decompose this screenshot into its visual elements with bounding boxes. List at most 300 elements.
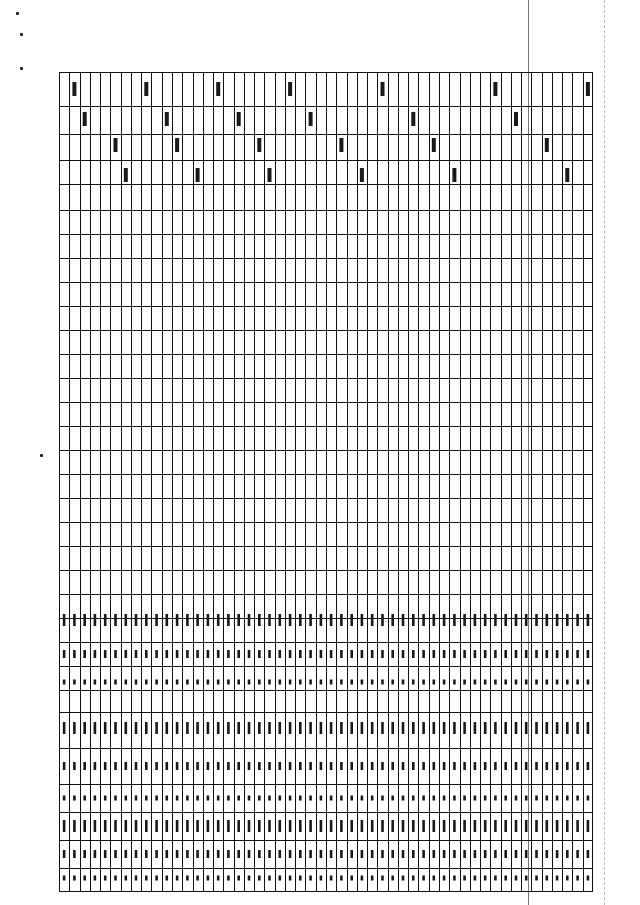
cell-smudge [484, 796, 487, 801]
cell-smudge [125, 614, 128, 626]
cell-smudge [227, 876, 230, 881]
cell-smudge [535, 850, 538, 858]
header-smudge [432, 138, 436, 152]
cell-smudge [453, 614, 456, 626]
cell-smudge [556, 850, 559, 858]
cell-smudge [535, 820, 538, 832]
cell-smudge [63, 614, 66, 626]
header-smudge [360, 168, 364, 182]
cell-smudge [125, 650, 128, 658]
cell-smudge [484, 850, 487, 858]
cell-smudge [207, 762, 210, 770]
cell-smudge [217, 762, 220, 770]
cell-smudge [104, 762, 107, 770]
cell-smudge [125, 820, 128, 832]
cell-smudge [433, 820, 436, 832]
cell-smudge [83, 820, 86, 832]
header-smudge [411, 112, 415, 126]
cell-smudge [422, 650, 425, 658]
cell-smudge [217, 796, 220, 801]
cell-smudge [63, 820, 66, 832]
cell-smudge [330, 722, 333, 734]
cell-smudge [422, 796, 425, 801]
cell-smudge [484, 614, 487, 626]
cell-smudge [166, 614, 169, 626]
cell-smudge [381, 796, 384, 801]
cell-smudge [135, 796, 138, 801]
cell-smudge [309, 650, 312, 658]
cell-smudge [186, 614, 189, 626]
cell-smudge [525, 680, 528, 685]
cell-smudge [494, 796, 497, 801]
cell-smudge [279, 762, 282, 770]
cell-smudge [443, 680, 446, 685]
cell-smudge [412, 876, 415, 881]
cell-smudge [535, 680, 538, 685]
cell-smudge [258, 650, 261, 658]
cell-smudge [556, 820, 559, 832]
cell-smudge [381, 680, 384, 685]
cell-smudge [279, 796, 282, 801]
cell-smudge [227, 650, 230, 658]
cell-smudge [443, 796, 446, 801]
cell-smudge [248, 850, 251, 858]
cell-smudge [320, 796, 323, 801]
cell-smudge [63, 680, 66, 685]
cell-smudge [83, 680, 86, 685]
cell-smudge [104, 876, 107, 881]
cell-smudge [402, 650, 405, 658]
cell-smudge [237, 762, 240, 770]
cell-smudge [381, 820, 384, 832]
cell-smudge [433, 762, 436, 770]
cell-smudge [299, 762, 302, 770]
cell-smudge [289, 850, 292, 858]
punch-mark-lower [40, 454, 43, 457]
cell-smudge [94, 722, 97, 734]
cell-smudge [176, 614, 179, 626]
cell-smudge [320, 850, 323, 858]
cell-smudge [340, 650, 343, 658]
cell-smudge [402, 614, 405, 626]
cell-smudge [309, 680, 312, 685]
cell-smudge [104, 850, 107, 858]
cell-smudge [504, 614, 507, 626]
cell-smudge [135, 850, 138, 858]
cell-smudge [320, 762, 323, 770]
cell-smudge [525, 876, 528, 881]
cell-smudge [566, 614, 569, 626]
cell-smudge [453, 762, 456, 770]
cell-smudge [576, 762, 579, 770]
header-smudge [237, 112, 241, 126]
cell-smudge [258, 680, 261, 685]
cell-smudge [145, 680, 148, 685]
cell-smudge [114, 762, 117, 770]
cell-smudge [576, 876, 579, 881]
cell-smudge [371, 614, 374, 626]
header-smudge [124, 168, 128, 182]
cell-smudge [145, 650, 148, 658]
cell-smudge [330, 680, 333, 685]
cell-smudge [104, 796, 107, 801]
cell-smudge [484, 722, 487, 734]
cell-smudge [94, 614, 97, 626]
cell-smudge [422, 820, 425, 832]
cell-smudge [155, 650, 158, 658]
cell-smudge [248, 876, 251, 881]
cell-smudge [207, 722, 210, 734]
cell-smudge [371, 796, 374, 801]
header-smudge [565, 168, 569, 182]
cell-smudge [350, 820, 353, 832]
cell-smudge [217, 876, 220, 881]
cell-smudge [114, 850, 117, 858]
cell-smudge [279, 650, 282, 658]
cell-smudge [433, 650, 436, 658]
cell-smudge [566, 820, 569, 832]
cell-smudge [135, 614, 138, 626]
cell-smudge [279, 876, 282, 881]
cell-smudge [515, 796, 518, 801]
cell-smudge [309, 850, 312, 858]
cell-smudge [125, 680, 128, 685]
cell-smudge [412, 650, 415, 658]
cell-smudge [237, 614, 240, 626]
cell-smudge [340, 762, 343, 770]
cell-smudge [299, 820, 302, 832]
cell-smudge [566, 650, 569, 658]
cell-smudge [83, 876, 86, 881]
cell-smudge [320, 722, 323, 734]
cell-smudge [566, 762, 569, 770]
cell-smudge [463, 850, 466, 858]
cell-smudge [176, 820, 179, 832]
cell-smudge [474, 762, 477, 770]
cell-smudge [525, 722, 528, 734]
cell-smudge [145, 820, 148, 832]
cell-smudge [227, 722, 230, 734]
cell-smudge [83, 796, 86, 801]
cell-smudge [371, 876, 374, 881]
header-smudge [452, 168, 456, 182]
cell-smudge [535, 650, 538, 658]
cell-smudge [248, 762, 251, 770]
cell-smudge [73, 796, 76, 801]
cell-smudge [73, 722, 76, 734]
cell-smudge [155, 722, 158, 734]
cell-smudge [566, 796, 569, 801]
cell-smudge [546, 820, 549, 832]
cell-smudge [320, 680, 323, 685]
cell-smudge [207, 850, 210, 858]
cell-smudge [155, 796, 158, 801]
cell-smudge [546, 850, 549, 858]
cell-smudge [525, 614, 528, 626]
cell-smudge [207, 650, 210, 658]
cell-smudge [268, 680, 271, 685]
cell-smudge [227, 762, 230, 770]
cell-smudge [412, 796, 415, 801]
cell-smudge [196, 820, 199, 832]
header-smudge [257, 138, 261, 152]
cell-smudge [340, 680, 343, 685]
cell-smudge [186, 650, 189, 658]
cell-smudge [556, 680, 559, 685]
cell-smudge [402, 762, 405, 770]
cell-smudge [299, 722, 302, 734]
cell-smudge [515, 820, 518, 832]
cell-smudge [176, 850, 179, 858]
cell-smudge [145, 762, 148, 770]
cell-smudge [279, 722, 282, 734]
cell-smudge [371, 850, 374, 858]
punch-mark-upper [20, 33, 23, 36]
cell-smudge [350, 876, 353, 881]
cell-smudge [494, 850, 497, 858]
cell-smudge [217, 850, 220, 858]
cell-smudge [289, 820, 292, 832]
cell-smudge [145, 614, 148, 626]
cell-smudge [207, 876, 210, 881]
cell-smudge [176, 680, 179, 685]
cell-smudge [330, 876, 333, 881]
cell-smudge [402, 796, 405, 801]
cell-smudge [258, 762, 261, 770]
cell-smudge [155, 876, 158, 881]
cell-smudge [196, 650, 199, 658]
cell-smudge [412, 722, 415, 734]
cell-smudge [556, 762, 559, 770]
cell-smudge [196, 722, 199, 734]
cell-smudge [176, 650, 179, 658]
cell-smudge [443, 614, 446, 626]
cell-smudge [217, 722, 220, 734]
cell-smudge [289, 762, 292, 770]
cell-smudge [340, 850, 343, 858]
cell-smudge [494, 722, 497, 734]
cell-smudge [535, 876, 538, 881]
cell-smudge [330, 796, 333, 801]
cell-smudge [463, 876, 466, 881]
header-smudge [114, 138, 118, 152]
cell-smudge [433, 614, 436, 626]
cell-smudge [299, 680, 302, 685]
cell-smudge [504, 650, 507, 658]
cell-smudge [381, 650, 384, 658]
cell-smudge [402, 820, 405, 832]
cell-smudge [166, 876, 169, 881]
cell-smudge [268, 614, 271, 626]
cell-smudge [350, 650, 353, 658]
cell-smudge [535, 762, 538, 770]
cell-smudge [504, 680, 507, 685]
cell-smudge [63, 762, 66, 770]
cell-smudge [104, 820, 107, 832]
cell-smudge [114, 820, 117, 832]
cell-smudge [176, 722, 179, 734]
cell-smudge [391, 820, 394, 832]
cell-smudge [196, 876, 199, 881]
cell-smudge [268, 850, 271, 858]
cell-smudge [104, 650, 107, 658]
cell-smudge [350, 680, 353, 685]
header-smudge [514, 112, 518, 126]
cell-smudge [504, 722, 507, 734]
cell-smudge [176, 796, 179, 801]
cell-smudge [402, 850, 405, 858]
cell-smudge [412, 680, 415, 685]
cell-smudge [289, 876, 292, 881]
cell-smudge [371, 680, 374, 685]
cell-smudge [248, 796, 251, 801]
cell-smudge [135, 650, 138, 658]
cell-smudge [83, 722, 86, 734]
cell-smudge [258, 614, 261, 626]
cell-smudge [535, 614, 538, 626]
cell-smudge [381, 722, 384, 734]
cell-smudge [463, 614, 466, 626]
cell-smudge [125, 722, 128, 734]
cell-smudge [196, 850, 199, 858]
cell-smudge [268, 796, 271, 801]
cell-smudge [463, 820, 466, 832]
cell-smudge [587, 680, 590, 685]
cell-smudge [114, 680, 117, 685]
cell-smudge [443, 762, 446, 770]
cell-smudge [525, 820, 528, 832]
cell-smudge [94, 876, 97, 881]
cell-smudge [391, 796, 394, 801]
cell-smudge [484, 876, 487, 881]
header-smudge [288, 82, 292, 96]
cell-smudge [556, 722, 559, 734]
cell-smudge [587, 796, 590, 801]
cell-smudge [166, 850, 169, 858]
cell-smudge [474, 650, 477, 658]
cell-smudge [422, 850, 425, 858]
cell-smudge [453, 680, 456, 685]
cell-smudge [145, 796, 148, 801]
cell-smudge [217, 650, 220, 658]
cell-smudge [135, 722, 138, 734]
cell-smudge [515, 876, 518, 881]
cell-smudge [207, 614, 210, 626]
cell-smudge [248, 650, 251, 658]
cell-smudge [135, 762, 138, 770]
cell-smudge [474, 820, 477, 832]
cell-smudge [587, 876, 590, 881]
cell-smudge [330, 820, 333, 832]
cell-smudge [186, 850, 189, 858]
cell-smudge [186, 820, 189, 832]
cell-smudge [474, 680, 477, 685]
cell-smudge [114, 876, 117, 881]
cell-smudge [402, 680, 405, 685]
cell-smudge [268, 876, 271, 881]
cell-smudge [330, 850, 333, 858]
cell-smudge [576, 680, 579, 685]
cell-smudge [546, 876, 549, 881]
cell-smudge [299, 614, 302, 626]
cell-smudge [237, 722, 240, 734]
cell-smudge [422, 876, 425, 881]
cell-smudge [217, 820, 220, 832]
cell-smudge [566, 850, 569, 858]
cell-smudge [494, 820, 497, 832]
cell-smudge [546, 796, 549, 801]
cell-smudge [525, 850, 528, 858]
cell-smudge [125, 762, 128, 770]
cell-smudge [494, 680, 497, 685]
cell-smudge [546, 762, 549, 770]
cell-smudge [546, 722, 549, 734]
cell-smudge [237, 876, 240, 881]
cell-smudge [361, 650, 364, 658]
header-smudge [72, 82, 76, 96]
cell-smudge [371, 650, 374, 658]
cell-smudge [361, 614, 364, 626]
cell-smudge [114, 650, 117, 658]
cell-smudge [248, 614, 251, 626]
cell-smudge [556, 614, 559, 626]
cell-smudge [227, 680, 230, 685]
cell-smudge [566, 680, 569, 685]
cell-smudge [155, 850, 158, 858]
cell-smudge [525, 650, 528, 658]
punch-mark-mid [20, 67, 23, 70]
cell-smudge [515, 762, 518, 770]
cell-smudge [320, 876, 323, 881]
cell-smudge [279, 850, 282, 858]
cell-smudge [309, 762, 312, 770]
cell-smudge [299, 850, 302, 858]
cell-smudge [546, 680, 549, 685]
header-smudge [493, 82, 497, 96]
cell-smudge [484, 762, 487, 770]
cell-smudge [279, 614, 282, 626]
cell-smudge [453, 850, 456, 858]
cell-smudge [330, 650, 333, 658]
cell-smudge [279, 820, 282, 832]
cell-smudge [494, 614, 497, 626]
cell-smudge [207, 680, 210, 685]
cell-smudge [248, 722, 251, 734]
header-smudge [144, 82, 148, 96]
cell-smudge [391, 722, 394, 734]
cell-smudge [227, 850, 230, 858]
cell-smudge [587, 614, 590, 626]
cell-smudge [135, 820, 138, 832]
cell-smudge [309, 876, 312, 881]
cell-smudge [104, 680, 107, 685]
cell-smudge [494, 762, 497, 770]
cell-smudge [381, 614, 384, 626]
cell-smudge [525, 796, 528, 801]
punch-mark-top [16, 12, 19, 15]
cell-smudge [587, 722, 590, 734]
cell-smudge [94, 680, 97, 685]
cell-smudge [320, 650, 323, 658]
cell-smudge [73, 680, 76, 685]
cell-smudge [556, 876, 559, 881]
cell-smudge [166, 762, 169, 770]
cell-smudge [576, 850, 579, 858]
cell-smudge [83, 762, 86, 770]
cell-smudge [474, 796, 477, 801]
cell-smudge [125, 796, 128, 801]
cell-smudge [474, 614, 477, 626]
